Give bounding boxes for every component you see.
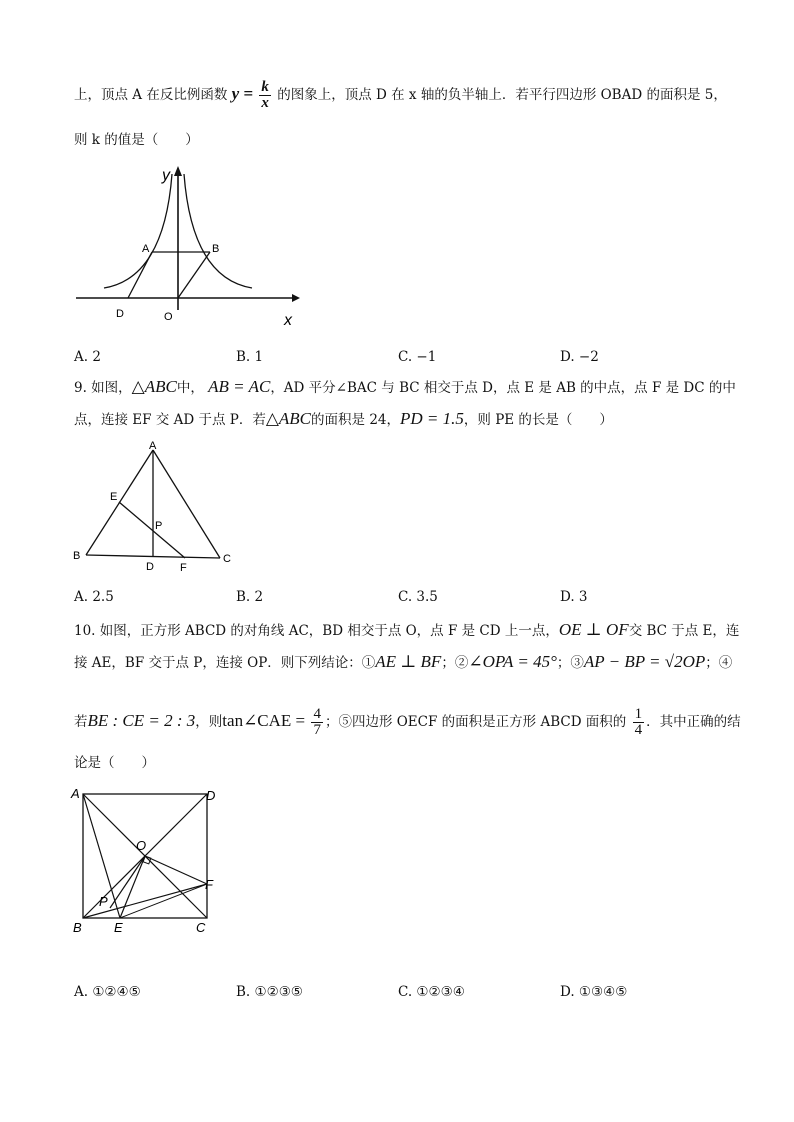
q9-text: 中，	[176, 380, 204, 396]
q8-frac-den: x	[261, 95, 269, 111]
q8-line-1	[74, 80, 727, 111]
q8-text: 上，顶点 A 在反比例函数	[74, 87, 228, 103]
q9-figure	[70, 440, 240, 580]
q10-text: 交 BC 于点 E，连	[628, 623, 740, 639]
q9-option-b[interactable]: B. 2	[236, 589, 264, 605]
q10-figure	[68, 782, 238, 942]
q10-line-2	[74, 652, 732, 673]
label-D: D	[146, 561, 154, 573]
q9-line-2	[74, 409, 613, 430]
label-y: y	[162, 167, 170, 184]
q10-text: ；④	[705, 655, 733, 671]
q9-triangle: △ABC	[131, 377, 177, 396]
q8-figure	[72, 160, 312, 335]
label-D: D	[206, 788, 216, 803]
label-O: O	[164, 311, 173, 323]
q10-option-c[interactable]: C. ①②③④	[398, 984, 465, 1000]
q9-option-a[interactable]: A. 2.5	[74, 589, 114, 605]
q9-text: 点，连接 EF 交 AD 于点 P．若	[74, 412, 266, 428]
q9-option-c[interactable]: C. 3.5	[398, 589, 438, 605]
q10-conclusion-3: AP − BP = √2OP	[583, 652, 706, 671]
q10-frac-num: 4	[313, 706, 321, 722]
q10-text: 接 AE，BF 交于点 P，连接 OP．则下列结论：①	[74, 655, 376, 671]
q10-text: ．其中正确的结	[646, 714, 741, 730]
label-B: B	[73, 920, 82, 935]
q10-conclusion-2: ∠OPA = 45°	[468, 652, 557, 671]
q9-option-d[interactable]: D. 3	[560, 589, 588, 605]
q10-text: 若	[74, 714, 88, 730]
q8-option-b[interactable]: B. 1	[236, 349, 264, 365]
label-C: C	[223, 553, 231, 565]
q10-text: ；⑤四边形 OECF 的面积是正方形 ABCD 面积的	[324, 714, 627, 730]
q9-triangle: △ABC	[265, 409, 312, 428]
q8-question-end: 则 k 的值是（ ）	[74, 132, 199, 148]
label-P: P	[99, 894, 108, 909]
label-C: C	[196, 920, 206, 935]
label-E: E	[114, 920, 123, 935]
q10-option-a[interactable]: A. ①②④⑤	[74, 984, 141, 1000]
q8-option-d[interactable]: D. −2	[560, 349, 599, 365]
q9-equation-ab-ac: AB = AC	[208, 377, 271, 396]
label-B: B	[73, 550, 81, 562]
label-x: x	[284, 312, 292, 329]
label-F: F	[205, 877, 213, 892]
q8-frac-num: k	[261, 79, 269, 95]
q10-line-1	[74, 620, 739, 641]
q10-text: 10. 如图，正方形 ABCD 的对角线 AC，BD 相交于点 O，点 F 是 CD 上一点，	[74, 623, 559, 639]
q9-text: 的面积是 24，	[311, 412, 401, 428]
q10-text: ；②	[441, 655, 469, 671]
q8-option-c[interactable]: C. −1	[398, 349, 437, 365]
q10-text: ；③	[556, 655, 584, 671]
q9-line-1	[74, 377, 736, 398]
q10-text: ，则	[195, 714, 223, 730]
label-A: A	[149, 440, 157, 452]
q8-fraction	[259, 80, 271, 111]
q10-frac-num: 1	[634, 706, 643, 722]
q9-text: ，则 PE 的长是（ ）	[463, 412, 613, 428]
q9-text: ，AD 平分∠BAC 与 BC 相交于点 D，点 E 是 AB 的中点，点 F 是 DC 的中	[270, 380, 736, 396]
label-E: E	[110, 491, 118, 503]
q10-option-d[interactable]: D. ①③④⑤	[560, 984, 628, 1000]
q10-line-4	[74, 753, 155, 773]
q10-conclusion-4: BE : CE = 2 : 3	[87, 711, 196, 730]
label-A: A	[142, 243, 150, 255]
label-B: B	[212, 243, 220, 255]
label-A: A	[71, 786, 80, 801]
q9-text: 9. 如图，	[74, 380, 132, 396]
q10-fraction-4-7	[311, 707, 323, 738]
q8-line-2	[74, 130, 199, 150]
label-D: D	[116, 308, 124, 320]
q8-option-a[interactable]: A. 2	[74, 349, 101, 365]
label-O: O	[136, 838, 147, 853]
label-F: F	[180, 562, 187, 574]
q10-line-3	[74, 707, 741, 738]
q8-formula-lhs: y =	[231, 84, 254, 103]
q10-frac-den: 4	[634, 722, 643, 738]
q10-fraction-1-4	[633, 707, 645, 738]
label-P: P	[155, 520, 163, 532]
q8-text: 的图象上，顶点 D 在 x 轴的负半轴上．若平行四边形 OBAD 的面积是 5，	[277, 87, 727, 103]
q10-question-end: 论是（ ）	[74, 755, 155, 771]
q9-equation-pd: PD = 1.5	[400, 409, 464, 428]
q10-frac-den: 7	[313, 722, 321, 738]
q10-option-b[interactable]: B. ①②③⑤	[236, 984, 303, 1000]
q10-equation-oe-of: OE ⊥ OF	[558, 620, 629, 639]
q10-tan-expression: tan∠CAE =	[222, 711, 306, 730]
q10-conclusion-1: AE ⊥ BF	[375, 652, 442, 671]
